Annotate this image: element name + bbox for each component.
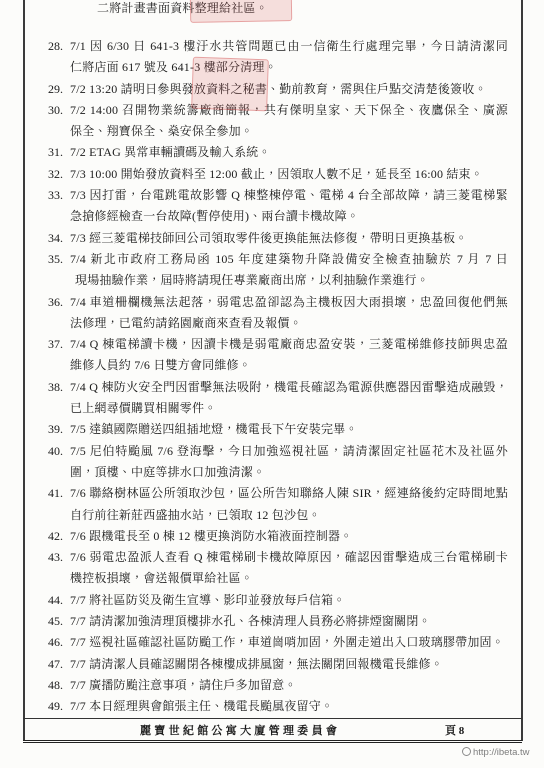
entry-date: 7/2 bbox=[70, 81, 86, 96]
entry-text-line bbox=[70, 334, 508, 355]
entry-text: 維修人員約 7/6 日雙方會同維修。 bbox=[70, 358, 251, 373]
entry-text: 圍，頂樓、中庭等排水口加強清潔。 bbox=[70, 464, 266, 479]
entry-text-line bbox=[70, 505, 508, 526]
entry-text-line bbox=[70, 377, 508, 398]
entry-body bbox=[70, 79, 508, 100]
log-entry-30 bbox=[48, 100, 510, 143]
entry-body bbox=[70, 249, 508, 292]
entry-text: 仁將店面 617 號及 641-3 樓部分清理。 bbox=[70, 60, 277, 75]
entry-text: 本日經理與會館張主任、機電長颱風夜留守。 bbox=[89, 699, 334, 714]
entry-body bbox=[70, 441, 508, 484]
entry-number: 46. bbox=[48, 635, 63, 650]
entry-text: 巡視社區確認社區防颱工作，車道崗哨加固，外圍走道出入口玻璃膠帶加固。 bbox=[89, 635, 504, 650]
entry-text-line bbox=[70, 228, 508, 249]
log-entry-29 bbox=[48, 79, 510, 100]
entry-number: 41. bbox=[48, 486, 63, 501]
entry-text-line bbox=[70, 355, 508, 376]
entry-text: 新北市政府工務局函 105 年度建築物升降設備安全檢查抽驗於 7 月 7 日 bbox=[90, 251, 508, 266]
entry-number: 47. bbox=[48, 656, 63, 671]
watermark-logo-icon bbox=[462, 747, 471, 756]
entry-date: 7/4 bbox=[70, 337, 86, 352]
log-entry-45 bbox=[48, 611, 510, 632]
entry-number: 36. bbox=[48, 294, 63, 309]
entry-text-line bbox=[70, 632, 508, 653]
entry-text-line bbox=[70, 206, 508, 227]
entry-body bbox=[70, 696, 508, 717]
entry-date: 7/6 bbox=[70, 528, 86, 543]
entry-date: 7/6 bbox=[70, 550, 86, 565]
entry-text-line bbox=[70, 483, 508, 504]
entry-text-line bbox=[70, 121, 508, 142]
entry-body bbox=[70, 590, 508, 611]
entry-body bbox=[70, 675, 508, 696]
entry-text-line bbox=[70, 696, 508, 717]
log-entry-31 bbox=[48, 142, 510, 163]
entry-body bbox=[70, 483, 508, 526]
entry-number: 43. bbox=[48, 550, 63, 565]
entry-text-line bbox=[70, 568, 508, 589]
entry-body bbox=[70, 611, 508, 632]
log-entry-35 bbox=[48, 249, 510, 292]
entry-number: 44. bbox=[48, 592, 63, 607]
log-entry-36 bbox=[48, 292, 510, 335]
entry-text: 10:00 開始發放資料至 12:00 截止，因領取人數不足，延長至 16:00 結束。 bbox=[89, 166, 483, 181]
entry-number: 49. bbox=[48, 699, 63, 714]
entry-body bbox=[70, 142, 508, 163]
log-entries bbox=[48, 36, 510, 718]
entry-body bbox=[70, 164, 508, 185]
entry-date: 7/3 bbox=[70, 188, 86, 203]
entry-number: 34. bbox=[48, 230, 63, 245]
entry-text: 因打雷，台電跳電故影響 Q 棟整棟停電、電梯 4 台全部故障，請三菱電梯緊 bbox=[89, 188, 509, 203]
page-footer bbox=[23, 718, 522, 743]
continued-text-line: 二將計畫書面資料整理給社區。 bbox=[97, 1, 268, 15]
entry-date: 7/2 bbox=[70, 102, 86, 117]
entry-text: 跟機電長至 0 棟 12 樓更換消防水箱液面控制器。 bbox=[89, 528, 353, 543]
log-entry-28 bbox=[48, 36, 510, 79]
entry-number: 40. bbox=[48, 443, 63, 458]
entry-body bbox=[70, 632, 508, 653]
entry-date: 7/7 bbox=[70, 656, 86, 671]
entry-text: ETAG 異常車輛讀碼及輸入系統。 bbox=[89, 145, 271, 160]
entry-text-line bbox=[70, 79, 508, 100]
page-label: 頁 bbox=[445, 725, 456, 737]
entry-date: 7/4 bbox=[70, 294, 86, 309]
entry-date: 7/7 bbox=[70, 677, 86, 692]
entry-text: 急搶修經檢查一台故障(暫停使用)、兩台讀卡機故障。 bbox=[70, 209, 359, 224]
entry-date: 7/5 bbox=[70, 422, 86, 437]
entry-number: 39. bbox=[48, 422, 63, 437]
entry-text: 13:20 請明日參與發放資料之秘書、勤前教育，需與住戶點交清楚後簽收。 bbox=[89, 81, 487, 96]
red-seal-stamp bbox=[190, 0, 292, 23]
page-number: 8 bbox=[458, 725, 465, 737]
entry-number: 33. bbox=[48, 188, 63, 203]
entry-text-line bbox=[70, 100, 508, 121]
entry-text-line bbox=[70, 462, 508, 483]
entry-number: 28. bbox=[48, 39, 63, 53]
entry-text: 因 6/30 日 641-3 樓汙水共管問題已由一信衛生行處理完畢，今日請清潔同 bbox=[89, 39, 508, 53]
entry-text: 保全、翔寶保全、燊安保全參加。 bbox=[70, 124, 254, 139]
entry-date: 7/3 bbox=[70, 230, 86, 245]
entry-text-line bbox=[70, 526, 508, 547]
entry-text-line bbox=[70, 419, 508, 440]
entry-text-line bbox=[70, 292, 508, 313]
entry-text: 弱電忠盈派人查看 Q 棟電梯刷卡機故障原因，確認因雷擊造成三台電梯刷卡 bbox=[89, 550, 508, 565]
entry-body bbox=[70, 185, 508, 228]
entry-text: 達鎮國際贈送四組插地燈，機電長下午安裝完畢。 bbox=[89, 422, 358, 437]
entry-number: 32. bbox=[48, 166, 63, 181]
red-seal-stamp bbox=[191, 57, 269, 112]
watermark bbox=[462, 747, 530, 758]
entry-text: Q 棟電梯讀卡機，因讀卡機是弱電廠商忠盈安裝，三菱電梯維修技師與忠盈 bbox=[89, 337, 508, 352]
entry-date: 7/2 bbox=[70, 145, 86, 160]
entry-text: 機控板損壞，會送報價單給社區。 bbox=[70, 571, 254, 586]
entry-text-line bbox=[70, 590, 508, 611]
entry-date: 7/6 bbox=[70, 486, 86, 501]
entry-number: 31. bbox=[48, 145, 63, 160]
entry-body bbox=[70, 36, 508, 79]
entry-number: 42. bbox=[48, 528, 63, 543]
entry-date: 7/5 bbox=[70, 443, 86, 458]
entry-text-line bbox=[70, 675, 508, 696]
entry-text: 廣播防颱注意事項，請住戶多加留意。 bbox=[89, 677, 297, 692]
entry-text: 請清潔人員確認關閉各棟樓成排風窗，無法關閉回報機電長維修。 bbox=[89, 656, 443, 671]
entry-text: 14:00 召開物業統籌廠商簡報，共有傑明皇家、天下保全、夜鷹保全、廣源 bbox=[89, 102, 508, 117]
entry-text: 自行前往新莊西盛抽水站，已領取 12 包沙包。 bbox=[70, 507, 321, 522]
log-entry-43 bbox=[48, 547, 510, 590]
entry-number: 38. bbox=[48, 379, 63, 394]
entry-text: 尼伯特颱風 7/6 登海擊，今日加強巡視社區，請清潔固定社區花木及社區外 bbox=[89, 443, 508, 458]
entry-date: 7/7 bbox=[70, 699, 86, 714]
entry-date: 7/7 bbox=[70, 635, 86, 650]
entry-date: 7/7 bbox=[70, 592, 86, 607]
entry-body bbox=[70, 526, 508, 547]
entry-text: 已上網尋價購買相關零件。 bbox=[70, 401, 217, 416]
entry-text: 車道柵欄機無法起落，弱電忠盈卻認為主機板因大雨損壞，忠盈回復他們無 bbox=[89, 294, 509, 309]
entry-text-line bbox=[70, 654, 508, 675]
entry-text: 請清潔加強清理頂樓排水孔、各棟清理人員務必將排煙窗關閉。 bbox=[89, 614, 431, 629]
entry-date: 7/4 bbox=[70, 251, 86, 266]
entry-body bbox=[70, 377, 508, 420]
log-entry-49 bbox=[48, 696, 510, 717]
log-entry-39 bbox=[48, 419, 510, 440]
entry-text-line bbox=[70, 142, 508, 163]
entry-body bbox=[70, 228, 508, 249]
entry-text-line bbox=[70, 547, 508, 568]
entry-text-line bbox=[70, 270, 508, 291]
entry-text: 將社區防災及衛生宣導、影印並發放每戶信箱。 bbox=[89, 592, 346, 607]
entry-body bbox=[70, 292, 508, 335]
entry-text-line bbox=[70, 313, 508, 334]
entry-text-line bbox=[70, 398, 508, 419]
entry-number: 30. bbox=[48, 102, 63, 117]
log-entry-40 bbox=[48, 441, 510, 484]
log-entry-46 bbox=[48, 632, 510, 653]
entry-text: Q 棟防火安全門因雷擊無法吸附，機電長確認為電源供應器因雷擊造成融毀， bbox=[89, 379, 508, 394]
entry-text-line bbox=[70, 57, 508, 78]
entry-text: 現場抽驗作業，屆時將請現任專業廠商出席，以利抽驗作業進行。 bbox=[75, 273, 429, 288]
entry-body bbox=[70, 654, 508, 675]
footer-page-number bbox=[445, 722, 464, 738]
entry-number: 37. bbox=[48, 337, 63, 352]
log-entry-37 bbox=[48, 334, 510, 377]
entry-text: 聯絡樹林區公所領取沙包，區公所告知聯絡人陳 SIR，經連絡後約定時間地點 bbox=[89, 486, 508, 501]
page-frame-right bbox=[521, 0, 523, 741]
entry-body bbox=[70, 334, 508, 377]
watermark-text: http://ibeta.tw bbox=[473, 747, 530, 758]
log-entry-42 bbox=[48, 526, 510, 547]
entry-text-line bbox=[70, 249, 508, 270]
entry-text-line bbox=[70, 185, 508, 206]
entry-date: 7/4 bbox=[70, 379, 86, 394]
entry-body bbox=[70, 419, 508, 440]
footer-organization: 麗寶世紀館公寓大廈管理委員會 bbox=[140, 725, 341, 737]
log-entry-38 bbox=[48, 377, 510, 420]
entry-date: 7/7 bbox=[70, 614, 86, 629]
entry-date: 7/1 bbox=[70, 39, 86, 53]
entry-text-line bbox=[70, 36, 508, 57]
entry-number: 35. bbox=[48, 251, 63, 266]
log-entry-44 bbox=[48, 590, 510, 611]
log-entry-34 bbox=[48, 228, 510, 249]
log-entry-41 bbox=[48, 483, 510, 526]
page-frame-left bbox=[23, 0, 25, 741]
entry-number: 45. bbox=[48, 614, 63, 629]
entry-text-line bbox=[70, 164, 508, 185]
log-entry-47 bbox=[48, 654, 510, 675]
entry-number: 29. bbox=[48, 81, 63, 96]
log-entry-32 bbox=[48, 164, 510, 185]
log-entry-33 bbox=[48, 185, 510, 228]
entry-text: 法修理，已電約請銘園廠商來查看及報價。 bbox=[70, 315, 302, 330]
entry-text-line bbox=[70, 441, 508, 462]
entry-text-line bbox=[70, 611, 508, 632]
log-entry-48 bbox=[48, 675, 510, 696]
entry-body bbox=[70, 547, 508, 590]
entry-text: 經三菱電梯技師回公司領取零件後更換能無法修復，帶明日更換基板。 bbox=[89, 230, 468, 245]
entry-body bbox=[70, 100, 508, 143]
entry-number: 48. bbox=[48, 677, 63, 692]
entry-date: 7/3 bbox=[70, 166, 86, 181]
